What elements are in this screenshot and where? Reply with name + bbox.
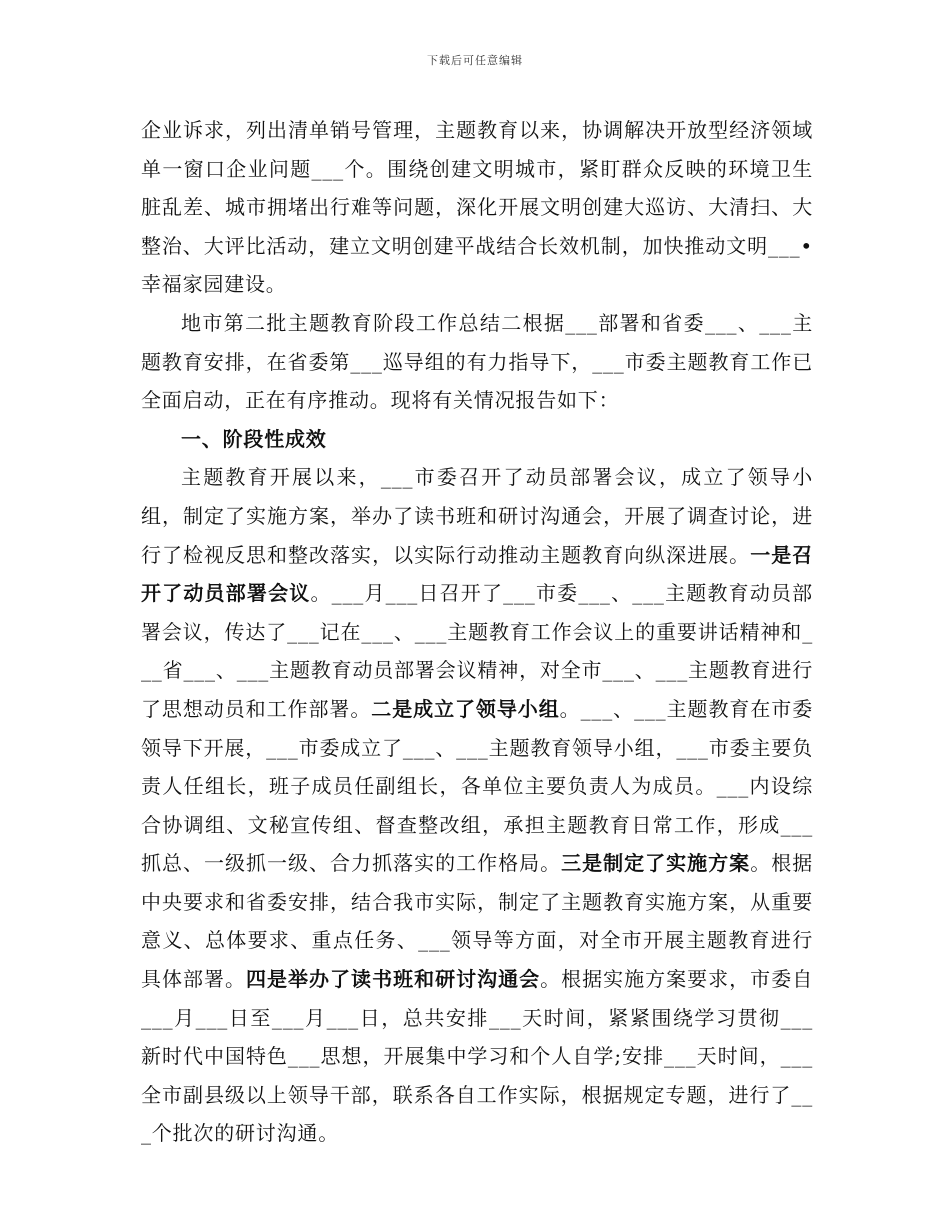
point-3-title: 三是制定了实施方案 xyxy=(561,851,751,876)
paragraph-3 xyxy=(141,458,813,1153)
page-header: 下载后可任意编辑 xyxy=(427,54,523,67)
point-4-title: 四是举办了读书班和研讨沟通会 xyxy=(246,967,541,992)
paragraph-1: 企业诉求，列出清单销号管理，主题教育以来，协调解决开放型经济领域单一窗口企业问题___个。围绕创建文明城市，紧盯群众反映的环境卫生脏乱差、城市拥堵出行难等问题，深化开展文明创建大巡访、大清扫、大整治、大评比活动，建立文明创建平战结合长效机制，加快推动文明___•幸福家园建设。 xyxy=(141,118,813,297)
point-2-title: 二是成立了领导小组 xyxy=(371,696,560,721)
document-body xyxy=(141,111,813,1153)
point-3-text: 。根据中央要求和省委安排，结合我市实际，制定了主题教育实施方案，从重要意义、总体要求、重点任务、___领导等方面，对全市开展主题教育进行具体部署。 xyxy=(141,851,813,992)
section-heading: 一、阶段性成效 xyxy=(181,426,327,451)
point-4-text: 。根据实施方案要求，市委自___月___日至___月___日，总共安排___天时间，紧紧围绕学习贯彻___新时代中国特色___思想，开展集中学习和个人自学;安排___天时间，___全市副县级以上领导干部，联系各自工作实际，根据规定专题，进行了___个批次的研讨沟通。 xyxy=(141,967,813,1146)
point-2-text: 。___、___主题教育在市委领导下开展，___市委成立了___、___主题教育领导小组，___市委主要负责人任组长，班子成员任副组长，各单位主要负责人为成员。___内设综合协调组、文秘宣传组、督查整改组，承担主题教育日常工作，形成___抓总、一级抓一级、合力抓落实的工作格局。 xyxy=(141,696,813,876)
point-1-title: 一是召开了动员部署会议 xyxy=(141,542,813,606)
point-1-text: 。___月___日召开了___市委___、___主题教育动员部署会议，传达了___记在___、___主题教育工作会议上的重要讲话精神和___省___、___主题教育动员部署会议精神，对全市___、___主题教育进行了思想动员和工作部署。 xyxy=(141,581,813,721)
paragraph-3-intro: 主题教育开展以来，___市委召开了动员部署会议，成立了领导小组，制定了实施方案，举办了读书班和研讨沟通会，开展了调查讨论，进行了检视反思和整改落实，以实际行动推动主题教育向纵深进展。 xyxy=(141,465,813,567)
paragraph-2: 地市第二批主题教育阶段工作总结二根据___部署和省委___、___主题教育安排，在省委第___巡导组的有力指导下，___市委主题教育工作已全面启动，正在有序推动。现将有关情况报告如下： xyxy=(141,310,813,413)
